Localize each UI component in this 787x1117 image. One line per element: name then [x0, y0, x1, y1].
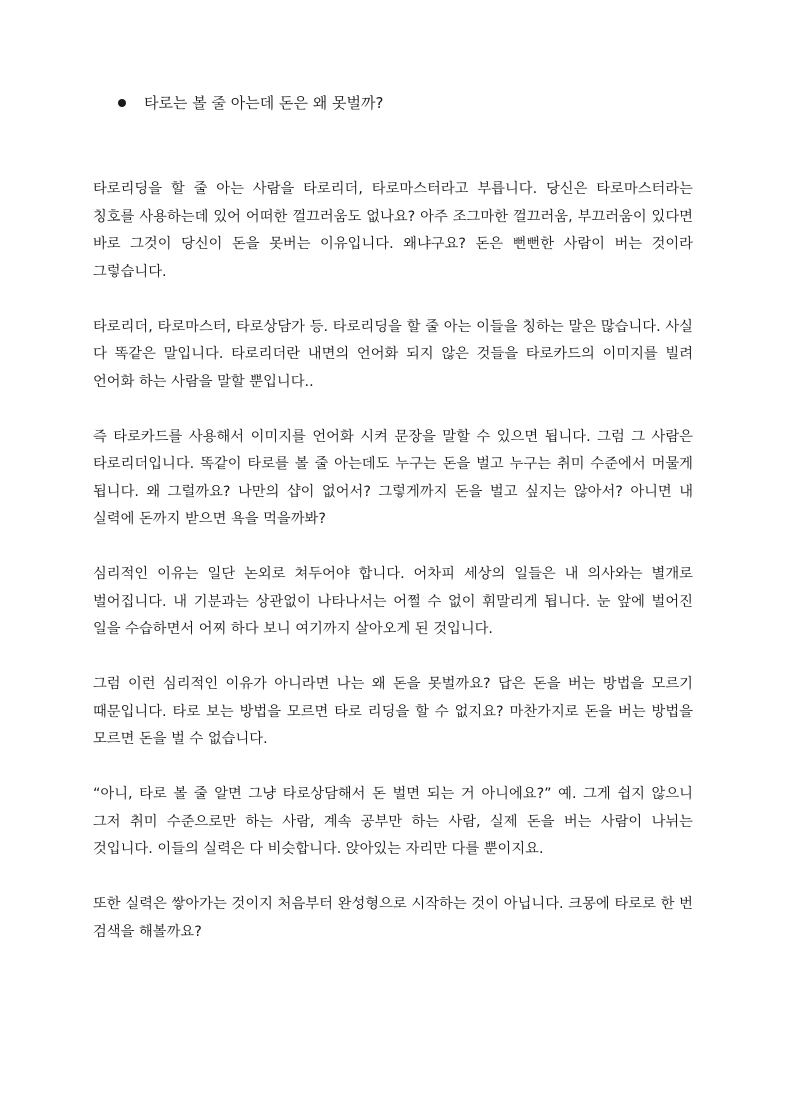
heading-text: 타로는 볼 줄 아는데 돈은 왜 못벌까? — [144, 94, 384, 112]
paragraph-7: 또한 실력은 쌓아가는 것이지 처음부터 완성형으로 시작하는 것이 아닙니다. 크몽에 타로로 한 번 검색을 해볼까요? — [93, 896, 693, 940]
bullet-icon — [118, 99, 126, 107]
paragraph-6: “아니, 타로 볼 줄 알면 그냥 타로상담해서 돈 벌면 되는 거 아니에요?” 예. 그게 쉽지 않으니 그저 취미 수준으로만 하는 사람, 계속 공부만 하는 사람, 실제 돈을 버는 사람이 나뉘는 것입니다. 이들의 실력은 다 비슷합니다. 앉아있는 자리만 다를 뿐이지요. — [93, 786, 693, 857]
paragraph-4: 심리적인 이유는 일단 논외로 쳐두어야 합니다. 어차피 세상의 일들은 내 의사와는 별개로 벌어집니다. 내 기분과는 상관없이 나타나서는 어쩔 수 없이 휘말리게 됩니다. 눈 앞에 벌어진 일을 수습하면서 어찌 하다 보니 여기까지 살아오게 된 것입니다. — [93, 566, 693, 637]
paragraph-5: 그럼 이런 심리적인 이유가 아니라면 나는 왜 돈을 못벌까요? 답은 돈을 버는 방법을 모르기 때문입니다. 타로 보는 방법을 모르면 타로 리딩을 할 수 없지요? 마찬가지로 돈을 버는 방법을 모르면 돈을 벌 수 없습니다. — [93, 676, 693, 747]
paragraph-1: 타로리딩을 할 줄 아는 사람을 타로리더, 타로마스터라고 부릅니다. 당신은 타로마스터라는 칭호를 사용하는데 있어 어떠한 껄끄러움도 없나요? 아주 조그마한 껄끄러움, 부끄러움이 있다면 바로 그것이 당신이 돈을 못버는 이유입니다. 왜냐구요? 돈은 뻔뻔한 사람이 버는 것이라 그렇습니다. — [93, 181, 693, 280]
section-heading — [118, 92, 383, 114]
paragraph-3: 즉 타로카드를 사용해서 이미지를 언어화 시켜 문장을 말할 수 있으면 됩니다. 그럼 그 사람은 타로리더입니다. 똑같이 타로를 볼 줄 아는데도 누구는 돈을 벌고 누구는 취미 수준에서 머물게 됩니다. 왜 그럴까요? 나만의 샵이 없어서? 그렇게까지 돈을 벌고 싶지는 않아서? 아니면 내 실력에 돈까지 받으면 욕을 먹을까봐? — [93, 428, 693, 527]
paragraph-2: 타로리더, 타로마스터, 타로상담가 등. 타로리딩을 할 줄 아는 이들을 칭하는 말은 많습니다. 사실 다 똑같은 말입니다. 타로리더란 내면의 언어화 되지 않은 것들을 타로카드의 이미지를 빌려 언어화 하는 사람을 말할 뿐입니다.. — [93, 318, 693, 390]
document-body — [93, 176, 693, 946]
